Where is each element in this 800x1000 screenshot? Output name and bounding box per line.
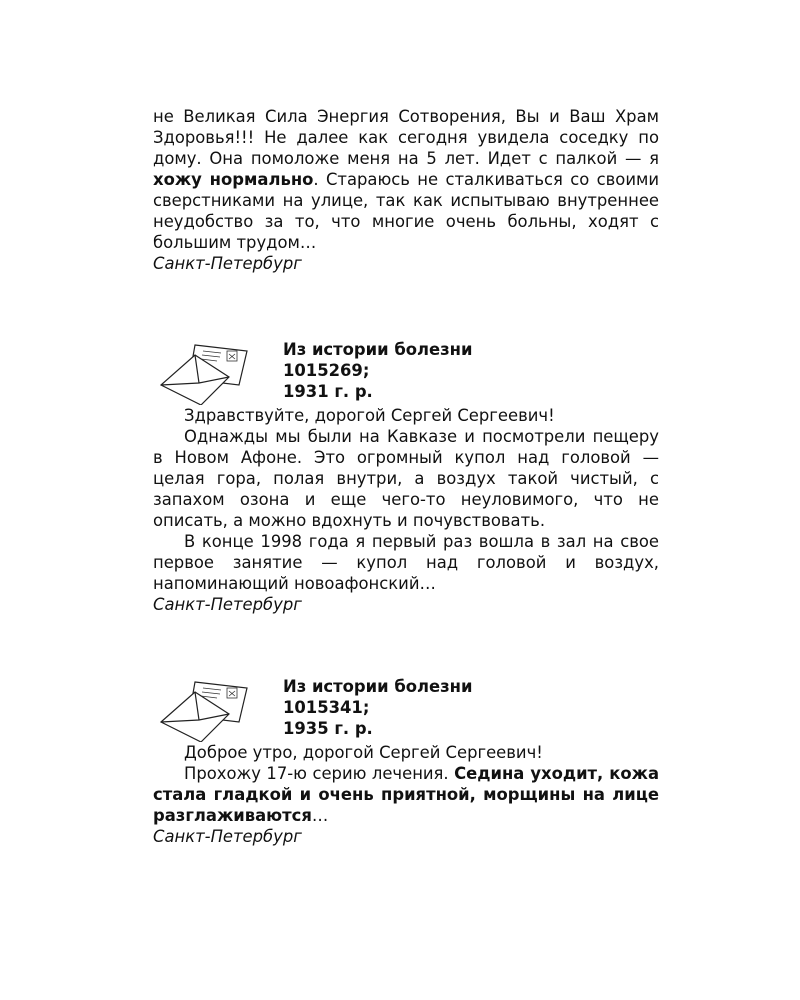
- letter-2-case-number: 1015341;: [283, 698, 370, 717]
- intro-bold-text: хожу нормально: [153, 170, 314, 189]
- letter-2-title: Из истории болезни: [283, 677, 473, 696]
- envelope-icon: [155, 678, 255, 742]
- letter-2-paragraph-after: …: [311, 806, 329, 825]
- letter-1-paragraph-2: В конце 1998 года я первый раз вошла в зал на свое первое занятие — купол над головой и воздух, напоминающий новоафонский…: [153, 532, 659, 593]
- letter-2-birth-year: 1935 г. р.: [283, 719, 373, 738]
- letter-2-signature: Санкт-Петербург: [153, 827, 302, 846]
- intro-block: [153, 106, 659, 274]
- letter-2-heading: [283, 676, 472, 739]
- intro-signature: Санкт-Петербург: [153, 254, 302, 273]
- letter-1-title: Из истории болезни: [283, 340, 473, 359]
- envelope-icon: [155, 341, 255, 405]
- letter-1-signature: Санкт-Петербург: [153, 595, 302, 614]
- letter-1-case-number: 1015269;: [283, 361, 370, 380]
- letter-2-greeting: Доброе утро, дорогой Сергей Сергеевич!: [184, 743, 543, 762]
- letter-2-paragraph-bold: Седина уходит, кожа стала гладкой и очень приятной, морщины на лице разглаживаются: [153, 764, 660, 825]
- letter-2-header: [153, 676, 659, 742]
- letter-2-paragraph-1: [153, 763, 659, 826]
- letter-1-greeting: Здравствуйте, дорогой Сергей Сергеевич!: [184, 406, 555, 425]
- letter-1-header: [153, 339, 659, 405]
- letter-2-paragraph-text: Прохожу 17-ю серию лечения.: [184, 764, 455, 783]
- letter-1-heading: [283, 339, 472, 402]
- letter-2: [153, 676, 659, 847]
- letter-1-paragraph-1: Однажды мы были на Кавказе и посмотрели пещеру в Новом Афоне. Это огромный купол над головой — целая гора, полая внутри, а воздух такой чистый, с запахом озона и еще чего-то неуловимого, что не описать, а можно вдохнуть и почувствовать.: [153, 427, 659, 530]
- intro-paragraph: [153, 106, 659, 253]
- letter-1-birth-year: 1931 г. р.: [283, 382, 373, 401]
- intro-text: не Великая Сила Энергия Сотворения, Вы и Ваш Храм Здоровья!!! Не далее как сегодня увидела соседку по дому. Она помоложе меня на 5 лет. Идет с палкой — я: [153, 107, 659, 168]
- letter-1: [153, 339, 659, 615]
- intro-text-after: . Стараюсь не сталкиваться со своими сверстниками на улице, так как испытываю внутреннее неудобство за то, что многие очень больны, ходят с большим трудом…: [153, 170, 660, 252]
